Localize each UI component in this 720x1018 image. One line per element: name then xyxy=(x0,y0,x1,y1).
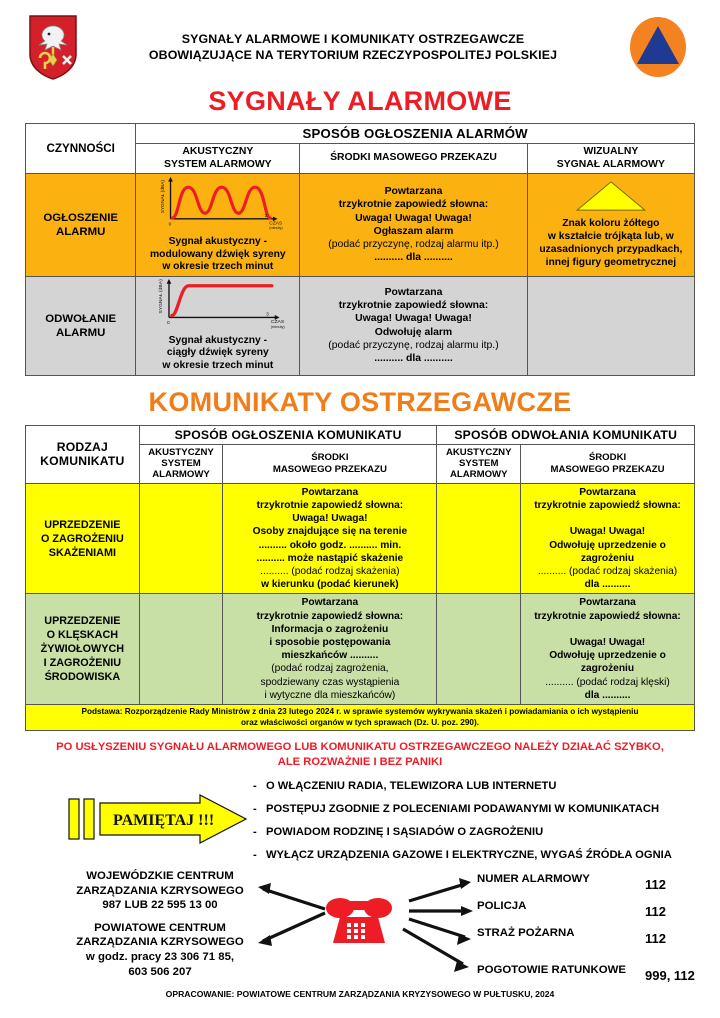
cell-akustyczny-ogl-kleski xyxy=(139,594,223,705)
caption-l1: Sygnał akustyczny - xyxy=(168,334,268,346)
ann-l3: Uwaga! Uwaga! xyxy=(292,513,368,525)
svg-text:3: 3 xyxy=(264,212,267,218)
ann-l1: Powtarzana xyxy=(301,597,359,609)
visual-note xyxy=(531,217,691,269)
msg-l6: .......... dla .......... xyxy=(374,252,453,264)
table-row-uprzedzenie-skazeniami xyxy=(26,483,695,594)
svg-text:(minuty): (minuty) xyxy=(270,324,285,329)
rev-l6: .......... (podać rodzaj skażenia) xyxy=(537,566,678,577)
svg-text:0: 0 xyxy=(168,221,172,227)
list-item xyxy=(477,927,720,954)
cell-announce-skazenia xyxy=(223,483,437,594)
akust-l1: AKUSTYCZNY xyxy=(445,446,512,458)
label-l1: UPRZEDZENIE xyxy=(44,615,121,628)
list-item xyxy=(477,900,720,927)
pcz-l1: POWIATOWE CENTRUM xyxy=(94,921,226,934)
header-akustyczny-l2: SYSTEM ALARMOWY xyxy=(164,158,272,170)
civil-defense-triangle-logo-icon xyxy=(627,16,689,78)
row-label-l1: OGŁOSZENIE xyxy=(43,211,119,224)
header-wizualny-l1: WIZUALNY xyxy=(583,146,639,157)
rev-l7: dla .......... xyxy=(584,689,631,701)
bullet-text: POSTĘPUJ ZGODNIE Z POLECENIAMI PODAWANYMI W KOMUNIKATACH xyxy=(266,803,660,816)
header-rodzaj-komunikatu xyxy=(26,425,140,483)
list-item xyxy=(477,964,720,991)
header-akustyczny-l1: AKUSTYCZNY xyxy=(182,146,254,157)
ann-l4: i sposobie postępowania xyxy=(269,637,391,649)
cell-announce-kleski xyxy=(223,594,437,705)
wcz-l2: ZARZĄDZANIA KZRYSOWEGO xyxy=(76,884,244,897)
bullet-text: POWIADOM RODZINĘ I SĄSIADÓW O ZAGROŻENIU xyxy=(266,826,544,839)
section2-title: KOMUNIKATY OSTRZEGAWCZE xyxy=(148,386,572,417)
cell-announce-message xyxy=(300,174,527,277)
header-sposob-ogloszenia-komunikatu: SPOSÓB OGŁOSZENIA KOMUNIKATU xyxy=(139,425,437,444)
cell-modulated-siren xyxy=(136,174,300,277)
row-label-ogloszenie-alarmu xyxy=(26,174,136,277)
list-item xyxy=(253,844,672,867)
srodki-l2: MASOWEGO PRZEKAZU xyxy=(550,463,665,475)
bullet-dash: - xyxy=(253,826,257,839)
srodki-l2: MASOWEGO PRZEKAZU xyxy=(272,463,387,475)
row-label-l1: ODWOŁANIE xyxy=(45,312,117,325)
ann-l6: .......... może nastąpić skażenie xyxy=(256,552,404,564)
header-rodzaj-l2: KOMUNIKATU xyxy=(40,454,125,469)
msg-l3: Uwaga! Uwaga! Uwaga! xyxy=(355,313,472,325)
caption-l2: modulowany dźwięk syreny xyxy=(150,248,286,260)
service-name: POGOTOWIE RATUNKOWE xyxy=(477,964,626,977)
bullet-dash: - xyxy=(253,849,257,862)
service-name: STRAŻ POŻARNA xyxy=(477,927,575,940)
msg-l5: (podać przyczynę, rodzaj alarmu itp.) xyxy=(328,239,499,251)
table-row-ogloszenie-alarmu xyxy=(26,174,695,277)
alarm-signals-table xyxy=(25,123,695,376)
label-l3: ŻYWIOŁOWYCH xyxy=(40,643,125,656)
ann-l5: mieszkańców .......... xyxy=(281,650,379,662)
left-contact-list xyxy=(35,869,285,979)
advisory-text xyxy=(25,740,695,769)
svg-text:SYGNAŁ (dBA): SYGNAŁ (dBA) xyxy=(158,279,165,314)
cell-akustyczny-odw-skazenia xyxy=(437,483,521,594)
label-l3: SKAŻENIAMI xyxy=(48,546,116,559)
list-item xyxy=(477,873,720,900)
header-line-1: SYGNAŁY ALARMOWE I KOMUNIKATY OSTRZEGAWCZE xyxy=(181,32,525,46)
warning-messages-table xyxy=(25,425,695,732)
service-number: 112 xyxy=(645,931,666,947)
wcz-l1: WOJEWÓDZKIE CENTRUM xyxy=(86,870,234,883)
header-akustyczny-ogloszenie xyxy=(139,444,223,483)
row-label-skazenia xyxy=(26,483,140,594)
continuous-waveform-chart xyxy=(144,279,292,329)
pultusk-coat-of-arms-icon xyxy=(27,14,79,80)
legal-basis-row xyxy=(26,705,695,731)
contact-gap xyxy=(35,913,285,921)
svg-text:SYGNAŁ (dBA): SYGNAŁ (dBA) xyxy=(160,179,166,214)
caption-continuous xyxy=(139,335,296,373)
header-srodki-masowego-przekazu: ŚRODKI MASOWEGO PRZEKAZU xyxy=(300,144,527,174)
cell-cancel-message xyxy=(300,276,527,375)
caption-l3: w okresie trzech minut xyxy=(162,261,274,273)
cell-akustyczny-odw-kleski xyxy=(437,594,521,705)
visual-l1: Znak koloru żółtego xyxy=(562,218,660,230)
rev-l3-spacer xyxy=(524,512,691,525)
list-item xyxy=(253,798,672,821)
header-srodki-odwolanie xyxy=(521,444,695,483)
service-number: 112 xyxy=(645,877,666,893)
cell-visual-signal-empty xyxy=(527,276,694,375)
modulated-waveform-chart xyxy=(144,176,292,230)
ann-l8: w kierunku (podać kierunek) xyxy=(261,579,399,591)
bullet-text: O WŁĄCZENIU RADIA, TELEWIZORA LUB INTERNETU xyxy=(266,780,557,793)
cell-visual-signal xyxy=(527,174,694,277)
row-label-kleski xyxy=(26,594,140,705)
visual-l2: w kształcie trójkąta lub, w xyxy=(547,231,674,243)
caption-l3: w okresie trzech minut xyxy=(162,359,274,371)
label-l4: I ZAGROŻENIU xyxy=(43,657,122,670)
rev-l5: Odwołuję uprzedzenie o zagrożeniu xyxy=(549,650,666,675)
header-wizualny-sygnal-alarmowy xyxy=(527,144,694,174)
ann-l2: trzykrotnie zapowiedź słowna: xyxy=(256,610,404,622)
msg-l2: trzykrotnie zapowiedź słowna: xyxy=(338,300,489,312)
table-row-odwolanie-alarmu xyxy=(26,276,695,375)
rev-l3-spacer xyxy=(524,623,691,636)
service-name: POLICJA xyxy=(477,900,527,913)
service-number: 112 xyxy=(645,904,666,920)
contact-powiatowe xyxy=(35,921,285,979)
msg-l3: Uwaga! Uwaga! Uwaga! xyxy=(355,212,472,224)
caption-l2: ciągły dźwięk syreny xyxy=(166,347,269,359)
table1-header-row-1 xyxy=(26,124,695,144)
srodki-l1: ŚRODKI xyxy=(311,452,349,464)
bullet-dash: - xyxy=(253,803,257,816)
ann-l6: (podać rodzaj zagrożenia, xyxy=(271,663,389,675)
ann-l5: .......... około godz. .......... min. xyxy=(258,539,402,551)
header-akustyczny-odwolanie xyxy=(437,444,521,483)
cell-akustyczny-ogl-skazenia xyxy=(139,483,223,594)
table2-header-row-1 xyxy=(26,425,695,444)
cell-revoke-kleski xyxy=(521,594,695,705)
advisory-line-2: ALE ROZWAŻNIE I BEZ PANIKI xyxy=(277,755,443,768)
legal-l2: oraz właściwości organów w tych sprawach (Dz. U. poz. 290). xyxy=(241,717,479,727)
arrow-label-text: PAMIĘTAJ !!! xyxy=(113,812,215,830)
ann-l3: Informacja o zagrożeniu xyxy=(271,623,389,635)
label-l2: O ZAGROŻENIU xyxy=(40,532,124,545)
svg-text:(minuty): (minuty) xyxy=(269,226,283,230)
rev-l7: dla .......... xyxy=(584,579,631,591)
header-sposob-odwolania-komunikatu: SPOSÓB ODWOŁANIA KOMUNIKATU xyxy=(437,425,695,444)
remember-bullet-list xyxy=(253,775,672,867)
red-telephone-icon xyxy=(320,891,398,947)
row-label-odwolanie-alarmu xyxy=(26,276,136,375)
ann-l8: i wytyczne dla mieszkańców) xyxy=(264,689,396,701)
yellow-triangle-sign-icon xyxy=(572,180,650,212)
srodki-l1: ŚRODKI xyxy=(588,452,627,464)
header-title-group xyxy=(79,31,627,63)
rev-l5: Odwołuję uprzedzenie o zagrożeniu xyxy=(549,539,666,564)
svg-text:3: 3 xyxy=(265,312,269,318)
list-item xyxy=(253,821,672,844)
label-l1: UPRZEDZENIE xyxy=(44,518,121,531)
label-l2: O KLĘSKACH xyxy=(46,629,119,642)
visual-l3: uzasadnionych przypadkach, xyxy=(539,244,683,256)
caption-l1: Sygnał akustyczny - xyxy=(168,236,268,247)
msg-l1: Powtarzana xyxy=(384,287,443,299)
rev-l1: Powtarzana xyxy=(579,597,636,609)
akust-l3: ALARMOWY xyxy=(449,469,508,481)
remember-block xyxy=(25,775,695,867)
msg-l4: Odwołuję alarm xyxy=(374,326,453,338)
pcz-phone-2: 603 506 207 xyxy=(128,965,192,978)
header-srodki-ogloszenie xyxy=(223,444,437,483)
akust-l1: AKUSTYCZNY xyxy=(148,446,214,458)
rev-l1: Powtarzana xyxy=(579,486,636,498)
emergency-number-list xyxy=(477,873,720,991)
rev-l2: trzykrotnie zapowiedź słowna: xyxy=(534,499,681,511)
bullet-dash: - xyxy=(253,780,257,793)
bullet-text: WYŁĄCZ URZĄDZENIA GAZOWE I ELEKTRYCZNE, WYGAŚ ŹRÓDŁA OGNIA xyxy=(266,849,672,862)
pcz-phone-1: w godz. pracy 23 306 71 85, xyxy=(85,951,235,963)
advisory-line-1: PO USŁYSZENIU SYGNAŁU ALARMOWEGO LUB KOMUNIKATU OSTRZEGAWCZEGO NALEŻY DZIAŁAĆ SZYBKO, xyxy=(56,741,664,754)
msg-l1: Powtarzana xyxy=(384,186,443,198)
contact-wojewodzkie xyxy=(35,869,285,913)
footer-credit: OPRACOWANIE: POWIATOWE CENTRUM ZARZĄDZANIA KRYZYSOWEGO W PUŁTUSKU, 2024 xyxy=(165,989,555,1000)
svg-text:CZAS: CZAS xyxy=(270,319,284,326)
emergency-contacts-block xyxy=(25,869,695,987)
list-item xyxy=(253,775,672,798)
section1-title: SYGNAŁY ALARMOWE xyxy=(208,86,512,116)
visual-l4: innej figury geometrycznej xyxy=(545,257,677,269)
akust-l2: SYSTEM xyxy=(459,457,499,469)
header-akustyczny-system-alarmowy xyxy=(136,144,300,174)
svg-text:0: 0 xyxy=(166,320,170,326)
ann-l4: Osoby znajdujące się na terenie xyxy=(252,526,408,538)
header-line-2: OBOWIĄZUJĄCE NA TERYTORIUM RZECZYPOSPOLITEJ POLSKIEJ xyxy=(148,48,558,62)
pcz-l2: ZARZĄDZANIA KZRYSOWEGO xyxy=(76,936,244,949)
row-label-l2: ALARMU xyxy=(56,225,106,238)
rev-l4: Uwaga! Uwaga! xyxy=(569,637,646,649)
legal-l1: Podstawa: Rozporządzenie Rady Ministrów z dnia 23 lutego 2024 r. w sprawie systemów wykrywania skażeń i powiadamiania o ich wystąpieniu xyxy=(81,707,639,717)
ann-l1: Powtarzana xyxy=(301,486,359,498)
rev-l4: Uwaga! Uwaga! xyxy=(569,526,646,538)
table-row-uprzedzenie-kleski xyxy=(26,594,695,705)
header-rodzaj-l1: RODZAJ xyxy=(56,440,109,455)
service-name: NUMER ALARMOWY xyxy=(477,873,590,886)
ann-l2: trzykrotnie zapowiedź słowna: xyxy=(256,499,404,511)
yellow-arrow-remember-icon xyxy=(68,793,248,845)
row-label-l2: ALARMU xyxy=(56,326,106,339)
rev-l6: .......... (podać rodzaj klęski) xyxy=(545,676,670,688)
msg-l2: trzykrotnie zapowiedź słowna: xyxy=(338,199,489,211)
cell-continuous-siren xyxy=(136,276,300,375)
ann-l7: spodziewany czas wystąpienia xyxy=(260,676,400,688)
ann-l7: .......... (podać rodzaj skażenia) xyxy=(260,566,400,577)
poster-header xyxy=(25,0,695,88)
cell-revoke-skazenia xyxy=(521,483,695,594)
wcz-phone: 987 LUB 22 595 13 00 xyxy=(102,899,218,912)
service-number: 999, 112 xyxy=(645,968,695,984)
msg-l5: (podać przyczynę, rodzaj alarmu itp.) xyxy=(328,339,499,351)
akust-l2: SYSTEM xyxy=(161,457,201,469)
header-wizualny-l2: SYGNAŁ ALARMOWY xyxy=(556,158,665,170)
svg-text:CZAS: CZAS xyxy=(269,221,282,227)
msg-l6: .......... dla .......... xyxy=(374,353,453,365)
legal-basis-cell xyxy=(26,705,695,731)
header-sposob-ogloszenia-alarmow: SPOSÓB OGŁOSZENIA ALARMÓW xyxy=(136,124,695,144)
msg-l4: Ogłaszam alarm xyxy=(373,225,454,237)
akust-l3: ALARMOWY xyxy=(152,469,210,481)
rev-l2: trzykrotnie zapowiedź słowna: xyxy=(534,610,681,622)
label-l5: ŚRODOWISKA xyxy=(44,671,121,684)
header-czynnosci: CZYNNOŚCI xyxy=(26,124,136,174)
caption-modulated xyxy=(139,236,296,274)
